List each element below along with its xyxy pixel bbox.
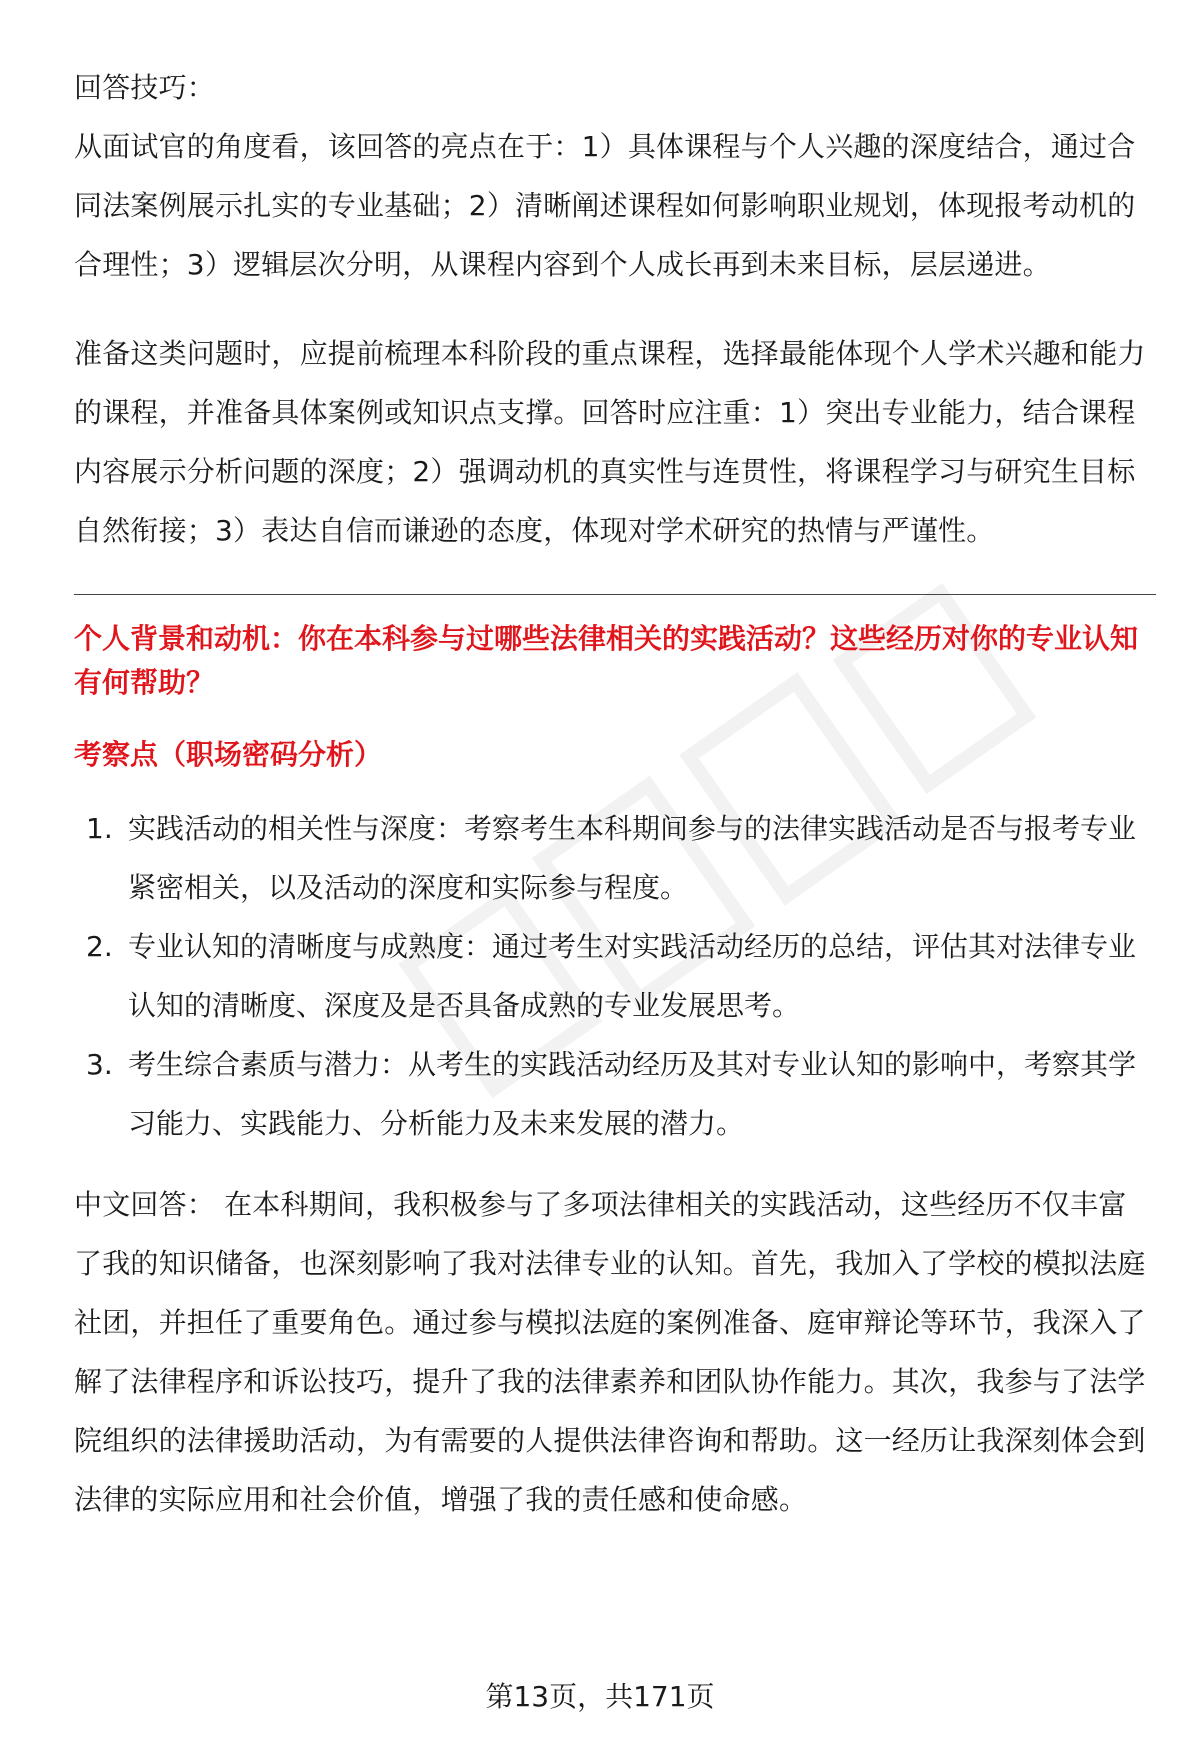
list-item-number: 2. [86, 930, 113, 963]
list-item-number: 1. [86, 812, 113, 845]
list-item [74, 799, 1154, 917]
page-footer: 第13页，共171页 [485, 1680, 715, 1713]
tips-paragraph: 从面试官的角度看，该回答的亮点在于：1）具体课程与个人兴趣的深度结合，通过合同法案例展示扎实的专业基础；2）清晰阐述课程如何影响职业规划，体现报考动机的合理性；3）逻辑层次分明，从课程内容到个人成长再到未来目标，层层递进。 [74, 130, 1136, 281]
content-area [74, 58, 1154, 1529]
question-title: 个人背景和动机：你在本科参与过哪些法律相关的实践活动？这些经历对你的专业认知有何帮助？ [74, 622, 1139, 699]
answer-paragraph: 中文回答： 在本科期间，我积极参与了多项法律相关的实践活动，这些经历不仅丰富了我的知识储备，也深刻影响了我对法律专业的认知。首先，我加入了学校的模拟法庭社团，并担任了重要角色。通过参与模拟法庭的案例准备、庭审辩论等环节，我深入了解了法律程序和诉讼技巧，提升了我的法律素养和团队协作能力。其次，我参与了法学院组织的法律援助活动，为有需要的人提供法律咨询和帮助。这一经历让我深刻体会到法律的实际应用和社会价值，增强了我的责任感和使命感。 [74, 1188, 1146, 1516]
list-item-text: 考生综合素质与潜力：从考生的实践活动经历及其对专业认知的影响中，考察其学习能力、实践能力、分析能力及未来发展的潜力。 [128, 1048, 1137, 1140]
tips-label: 回答技巧： [74, 71, 216, 104]
list-item-number: 3. [86, 1048, 113, 1081]
focus-title: 考察点（职场密码分析） [74, 738, 383, 771]
list-item-text: 实践活动的相关性与深度：考察考生本科期间参与的法律实践活动是否与报考专业紧密相关，以及活动的深度和实际参与程度。 [128, 812, 1137, 904]
section-divider [74, 594, 1156, 595]
prep-paragraph: 准备这类问题时，应提前梳理本科阶段的重点课程，选择最能体现个人学术兴趣和能力的课程，并准备具体案例或知识点支撑。回答时应注重：1）突出专业能力，结合课程内容展示分析问题的深度；2）强调动机的真实性与连贯性，将课程学习与研究生目标自然衔接；3）表达自信而谦逊的态度，体现对学术研究的热情与严谨性。 [74, 337, 1146, 547]
list-item-text: 专业认知的清晰度与成熟度：通过考生对实践活动经历的总结，评估其对法律专业认知的清晰度、深度及是否具备成熟的专业发展思考。 [128, 930, 1137, 1022]
list-item [74, 1035, 1154, 1153]
spacer [74, 294, 1154, 324]
list-item [74, 917, 1154, 1035]
focus-list [74, 799, 1154, 1153]
